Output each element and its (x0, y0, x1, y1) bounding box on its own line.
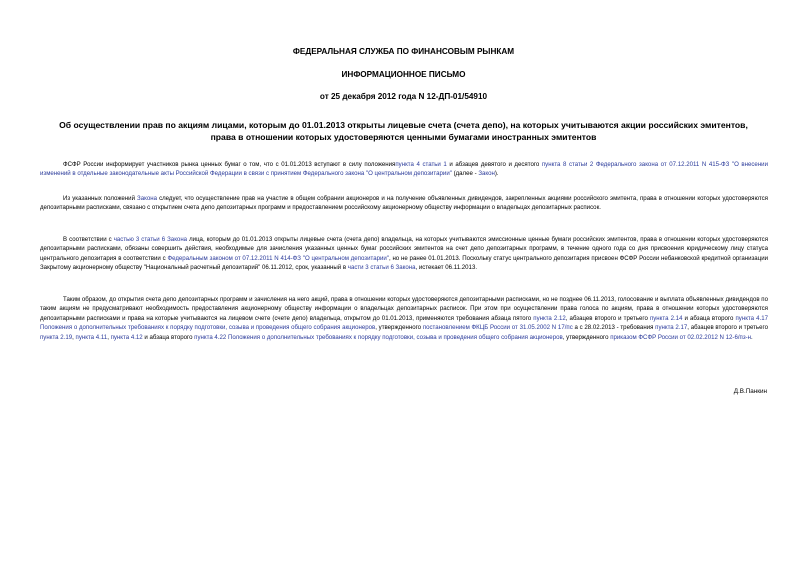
law-link[interactable]: пункта 4.17 Положения о дополнительных требованиях к порядку подготовки, созыва и проведения общего собрания акционеров (40, 314, 768, 332)
text-segment: , абзацев второго и третьего (565, 314, 650, 322)
text-segment: , утвержденного (375, 324, 423, 332)
law-link[interactable]: пункта 4 статьи 1 (395, 161, 447, 168)
text-segment: а с 28.02.2013 - требования (572, 324, 656, 332)
law-link[interactable]: пункта 4.12 (110, 333, 143, 341)
title-line-2: права в отношении которых удостоверяются ценными бумагами иностранных эмитентов (210, 131, 597, 142)
law-link[interactable]: Закона (137, 195, 157, 202)
document-title (40, 120, 767, 143)
text-segment: следует, что осуществление прав на участие в общем собрании акционеров и на получение объявленных дивидендов, закрепленных акциями российского эмитента, права в отношении которых удостоверяются депозитарными расписками, связано с открытием счета депо депозитарных программ и предоставлением российскому акционерному обществу информации о владельцах депозитарных расписок. (40, 195, 768, 212)
law-link[interactable]: пункта 4.11 (75, 333, 108, 341)
text-segment: и абзаца второго (142, 333, 195, 341)
paragraph-4 (40, 295, 768, 342)
title-line-1: Об осуществлении прав по акциям лицами, которым до 01.01.2013 открыты лицевые счета (счета депо), на которых учитываются акции российских эмитентов, (59, 120, 748, 130)
text-segment: (далее - (451, 170, 479, 178)
text-segment: и абзаца второго (682, 314, 736, 322)
text-segment: , (72, 333, 76, 341)
text-segment: , но не ранее 01.01.2013. Поскольку статус центрального депозитария присвоен ФСФР России небанковской кредитной организации Закрытому акционерному обществу "Национальный расчетный депозитарий" 06.11.2012, срок, указанный в (40, 254, 768, 272)
law-link[interactable]: Закон (478, 170, 495, 178)
law-link[interactable]: частью 3 статьи 6 Закона (113, 236, 188, 243)
law-link[interactable]: части 3 статьи 6 Закона (347, 264, 416, 272)
text-segment: Таким образом, до открытия счета депо депозитарных программ и зачисления на него акций, права в отношении которых удостоверяются депозитарными расписками, но не позднее 06.11.2013, голосование и выплата объявленных дивидендов по таким акциям не предусматривают необходимость предоставления акционерному обществу информации о владельцах депозитарных расписок. При этом при осуществлении права голоса по акциям, права в отношении которых удостоверяются депозитарными расписками и права на которые учитываются на лицевом счете (счете депо) владельца, открытом до 01.01.2013, применяются требования абзаца пятого (40, 296, 768, 322)
document-date-number: от 25 декабря 2012 года N 12-ДП-01/54910 (319, 92, 488, 101)
text-segment: ФСФР России информирует участников рынка ценных бумаг о том, что с 01.01.2013 вступают в силу положения (63, 161, 396, 168)
law-link[interactable]: пункта 4.22 Положения о дополнительных требованиях к порядку подготовки, созыва и проведения общего собрания акционеров (194, 333, 563, 341)
text-segment: В соответствии с (63, 236, 114, 243)
text-segment: Из указанных положений (63, 195, 138, 202)
law-link[interactable]: Федеральным законом от 07.12.2011 N 414-ФЗ "О центральном депозитарии" (167, 254, 389, 262)
text-segment: ). (494, 170, 499, 178)
document-type-heading: ИНФОРМАЦИОННОЕ ПИСЬМО (341, 70, 466, 79)
law-link[interactable]: пункта 2.12 (533, 314, 566, 322)
text-segment: , (107, 333, 111, 341)
law-link[interactable]: постановлением ФКЦБ России от 31.05.2002 N 17/пс (422, 324, 573, 332)
paragraph-3 (40, 235, 768, 273)
law-link[interactable]: пункта 2.14 (649, 314, 683, 322)
paragraph-2 (40, 194, 768, 213)
signature: Д.В.Панкин (733, 388, 767, 395)
text-segment: и абзацев девятого и десятого (446, 161, 542, 168)
text-segment: , истекает 06.11.2013. (415, 264, 478, 272)
law-link[interactable]: пункта 2.17 (655, 324, 688, 332)
agency-heading: ФЕДЕРАЛЬНАЯ СЛУЖБА ПО ФИНАНСОВЫМ РЫНКАМ (292, 47, 515, 56)
text-segment: . (751, 333, 753, 341)
text-segment: , абзацев второго и третьего (687, 324, 768, 332)
law-link[interactable]: пункта 8 статьи 2 Федерального закона от 07.12.2011 N 415-ФЗ "О внесении изменений в отдельные законодательные акты Российской Федерации в связи с принятием Федерального закона "О центральном депозитарии" (40, 161, 768, 178)
paragraph-1 (40, 160, 768, 179)
law-link[interactable]: приказом ФСФР России от 02.02.2012 N 12-6/пз-н (610, 333, 752, 341)
text-segment: , утвержденного (562, 333, 611, 341)
text-segment: лица, которым до 01.01.2013 открыты лицевые счета (счета депо) владельца, на которых учитываются эмиссионные ценные бумаги российских эмитентов, права в отношении которых удостоверяются депозитарными расписками, обязаны совершить действия, необходимые для зачисления указанных ценных бумаг российских эмитентов на счет депо депозитарных программ, в течение одного года со дня присвоения юридическому лицу статуса центрального депозитария в соответствии с (40, 236, 769, 262)
law-link[interactable]: пункта 2.19 (40, 333, 73, 341)
